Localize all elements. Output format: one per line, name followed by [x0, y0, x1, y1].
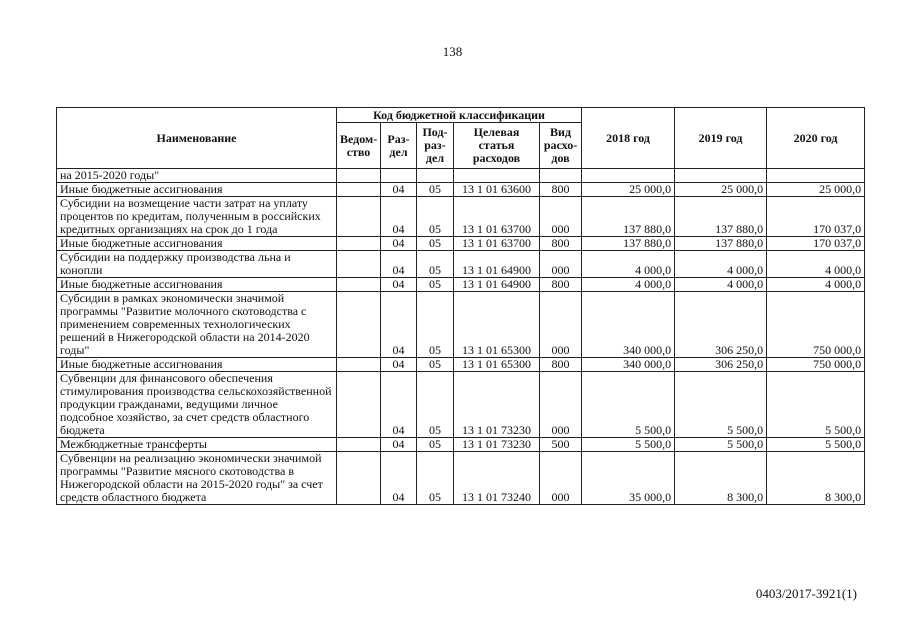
header-vid: Вид расхо- дов [540, 123, 582, 169]
row-2019: 5 500,0 [675, 372, 767, 438]
table-row [57, 278, 865, 292]
row-target: 13 1 01 63700 [454, 237, 540, 251]
row-2018: 25 000,0 [582, 183, 675, 197]
row-name: Иные бюджетные ассигнования [57, 358, 337, 372]
row-name: на 2015-2020 годы" [57, 169, 337, 183]
budget-table [56, 107, 865, 505]
document-code: 0403/2017-3921(1) [755, 586, 857, 601]
row-name: Иные бюджетные ассигнования [57, 237, 337, 251]
row-2019 [675, 169, 767, 183]
row-name: Субсидии в рамках экономически значимой программы "Развитие молочного скотоводства с применением современных технологических решений в Нижегородской области на 2014-2020 годы" [57, 292, 337, 358]
row-target: 13 1 01 63700 [454, 197, 540, 237]
row-podrazdel: 05 [417, 292, 454, 358]
row-2019: 25 000,0 [675, 183, 767, 197]
row-2020: 170 037,0 [767, 237, 865, 251]
row-vid: 000 [540, 372, 582, 438]
table-row [57, 197, 865, 237]
row-vid: 500 [540, 438, 582, 452]
row-razdel: 04 [381, 372, 417, 438]
row-vid: 800 [540, 237, 582, 251]
header-code-group: Код бюджетной классификации [337, 108, 582, 123]
row-target: 13 1 01 73240 [454, 452, 540, 505]
row-2020: 4 000,0 [767, 251, 865, 278]
row-2018: 137 880,0 [582, 237, 675, 251]
table-row [57, 251, 865, 278]
row-2020: 750 000,0 [767, 358, 865, 372]
row-2018: 5 500,0 [582, 438, 675, 452]
row-2020: 8 300,0 [767, 452, 865, 505]
row-2019: 137 880,0 [675, 197, 767, 237]
row-razdel: 04 [381, 237, 417, 251]
row-2018: 137 880,0 [582, 197, 675, 237]
row-target: 13 1 01 65300 [454, 358, 540, 372]
row-razdel: 04 [381, 197, 417, 237]
table-row [57, 358, 865, 372]
row-vid: 800 [540, 183, 582, 197]
row-target: 13 1 01 63600 [454, 183, 540, 197]
row-razdel: 04 [381, 251, 417, 278]
row-razdel: 04 [381, 278, 417, 292]
row-2019: 4 000,0 [675, 278, 767, 292]
row-vedomstvo [337, 358, 381, 372]
row-podrazdel: 05 [417, 237, 454, 251]
row-razdel [381, 169, 417, 183]
row-target: 13 1 01 64900 [454, 278, 540, 292]
row-vedomstvo [337, 292, 381, 358]
row-name: Субсидии на возмещение части затрат на уплату процентов по кредитам, полученным в российских кредитных организациях на срок до 1 года [57, 197, 337, 237]
row-vedomstvo [337, 197, 381, 237]
row-2019: 306 250,0 [675, 292, 767, 358]
row-2018: 4 000,0 [582, 278, 675, 292]
table-row [57, 292, 865, 358]
row-vid: 800 [540, 278, 582, 292]
row-2018 [582, 169, 675, 183]
row-podrazdel: 05 [417, 372, 454, 438]
row-2019: 4 000,0 [675, 251, 767, 278]
header-razdel: Раз- дел [381, 123, 417, 169]
row-name: Субсидии на поддержку производства льна и конопли [57, 251, 337, 278]
row-vid: 000 [540, 251, 582, 278]
row-2018: 4 000,0 [582, 251, 675, 278]
header-name: Наименование [57, 108, 337, 169]
table-row [57, 452, 865, 505]
row-vedomstvo [337, 438, 381, 452]
row-podrazdel: 05 [417, 251, 454, 278]
row-vedomstvo [337, 452, 381, 505]
table-row [57, 183, 865, 197]
row-vedomstvo [337, 278, 381, 292]
row-razdel: 04 [381, 183, 417, 197]
row-podrazdel: 05 [417, 278, 454, 292]
header-vedomstvo: Ведом- ство [337, 123, 381, 169]
row-target [454, 169, 540, 183]
row-name: Иные бюджетные ассигнования [57, 278, 337, 292]
row-vid [540, 169, 582, 183]
row-razdel: 04 [381, 452, 417, 505]
table-body [57, 169, 865, 505]
row-2019: 306 250,0 [675, 358, 767, 372]
row-razdel: 04 [381, 358, 417, 372]
row-podrazdel: 05 [417, 183, 454, 197]
table-row [57, 237, 865, 251]
row-razdel: 04 [381, 438, 417, 452]
row-2020: 5 500,0 [767, 438, 865, 452]
row-vid: 800 [540, 358, 582, 372]
table-header [57, 108, 865, 169]
row-name: Межбюджетные трансферты [57, 438, 337, 452]
table-row [57, 438, 865, 452]
page-number: 138 [442, 44, 463, 59]
row-vedomstvo [337, 183, 381, 197]
row-vedomstvo [337, 169, 381, 183]
row-target: 13 1 01 73230 [454, 372, 540, 438]
row-target: 13 1 01 73230 [454, 438, 540, 452]
header-2020: 2020 год [767, 108, 865, 169]
row-podrazdel [417, 169, 454, 183]
row-target: 13 1 01 65300 [454, 292, 540, 358]
row-vedomstvo [337, 251, 381, 278]
row-2019: 5 500,0 [675, 438, 767, 452]
header-2018: 2018 год [582, 108, 675, 169]
row-2018: 340 000,0 [582, 358, 675, 372]
header-target: Целевая статья расходов [454, 123, 540, 169]
row-2020: 750 000,0 [767, 292, 865, 358]
row-podrazdel: 05 [417, 452, 454, 505]
row-2020: 4 000,0 [767, 278, 865, 292]
row-2018: 340 000,0 [582, 292, 675, 358]
row-2020: 5 500,0 [767, 372, 865, 438]
row-2018: 35 000,0 [582, 452, 675, 505]
row-2019: 137 880,0 [675, 237, 767, 251]
header-podrazdel: Под- раз- дел [417, 123, 454, 169]
row-vid: 000 [540, 292, 582, 358]
row-name: Субвенции на реализацию экономически значимой программы "Развитие мясного скотоводства в Нижегородской области на 2015-2020 годы" за счет средств областного бюджета [57, 452, 337, 505]
row-podrazdel: 05 [417, 358, 454, 372]
header-2019: 2019 год [675, 108, 767, 169]
row-vedomstvo [337, 372, 381, 438]
row-2020: 170 037,0 [767, 197, 865, 237]
row-name: Иные бюджетные ассигнования [57, 183, 337, 197]
row-2018: 5 500,0 [582, 372, 675, 438]
table-row [57, 372, 865, 438]
row-2020: 25 000,0 [767, 183, 865, 197]
row-2020 [767, 169, 865, 183]
table-row [57, 169, 865, 183]
row-podrazdel: 05 [417, 197, 454, 237]
row-vid: 000 [540, 197, 582, 237]
row-vid: 000 [540, 452, 582, 505]
row-vedomstvo [337, 237, 381, 251]
row-target: 13 1 01 64900 [454, 251, 540, 278]
row-razdel: 04 [381, 292, 417, 358]
row-podrazdel: 05 [417, 438, 454, 452]
row-2019: 8 300,0 [675, 452, 767, 505]
row-name: Субвенции для финансового обеспечения стимулирования производства сельскохозяйственной продукции гражданами, ведущими личное подсобное хозяйство, за счет средств областного бюджета [57, 372, 337, 438]
